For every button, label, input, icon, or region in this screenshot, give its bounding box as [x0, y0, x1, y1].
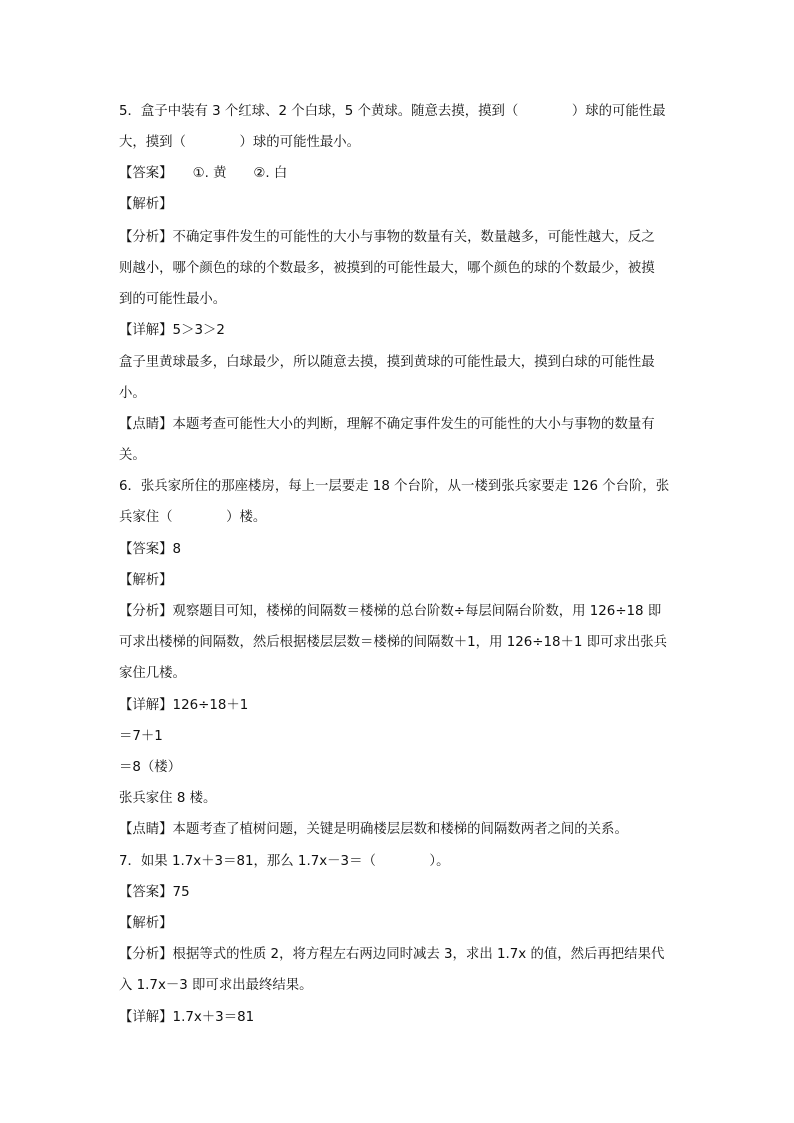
- question-7-analysis-line-1: 【分析】根据等式的性质 2，将方程左右两边同时减去 3，求出 1.7x 的值，然后再把结果代: [119, 947, 665, 962]
- question-6-line-1: 6．张兵家所住的那座楼房，每上一层要走 18 个台阶，从一楼到张兵家要走 126 个台阶，张: [119, 479, 670, 494]
- question-7-answer: 【答案】75: [119, 885, 190, 900]
- question-7-analysis-line-2: 入 1.7x－3 即可求出最终结果。: [119, 978, 313, 993]
- question-6-comment: 【点睛】本题考查了植树问题，关键是明确楼层层数和楼梯的间隔数两者之间的关系。: [119, 822, 628, 837]
- question-7-line-1: 7．如果 1.7x＋3＝81，那么 1.7x－3＝（ ）。: [119, 854, 450, 869]
- question-5-analysis-line-2: 则越小，哪个颜色的球的个数最多，被摸到的可能性最大，哪个颜色的球的个数最少，被摸: [119, 261, 655, 276]
- question-5-line-1: 5．盒子中装有 3 个红球、2 个白球，5 个黄球。随意去摸，摸到（ ）球的可能性最: [119, 104, 666, 119]
- question-6-calc-step-2: ＝8（楼）: [119, 760, 182, 775]
- question-6-conclusion: 张兵家住 8 楼。: [119, 791, 217, 806]
- question-5-analysis-line-3: 到的可能性最小。: [119, 292, 227, 307]
- question-6-calc-step-1: ＝7＋1: [119, 729, 163, 744]
- question-6-detail: 【详解】126÷18＋1: [119, 698, 249, 713]
- question-6-line-2: 兵家住（ ）楼。: [119, 510, 267, 525]
- question-5-detail-line-1: 盒子里黄球最多，白球最少，所以随意去摸，摸到黄球的可能性最大，摸到白球的可能性最: [119, 355, 655, 370]
- question-6-analysis-line-3: 家住几楼。: [119, 666, 186, 681]
- question-6-answer: 【答案】8: [119, 542, 182, 557]
- question-6-analysis-line-2: 可求出楼梯的间隔数，然后根据楼层层数＝楼梯的间隔数＋1，用 126÷18＋1 即可求出张兵: [119, 635, 668, 650]
- question-5-answer: 【答案】 ①. 黄 ②. 白: [119, 166, 288, 181]
- question-5-line-2: 大，摸到（ ）球的可能性最小。: [119, 135, 361, 150]
- question-6-analysis-heading: 【解析】: [119, 573, 173, 588]
- question-5-comment-line-1: 【点睛】本题考查可能性大小的判断，理解不确定事件发生的可能性的大小与事物的数量有: [119, 417, 655, 432]
- question-5-comment-line-2: 关。: [119, 448, 146, 463]
- question-5-detail-line-2: 小。: [119, 386, 146, 401]
- question-5-analysis-line-1: 【分析】不确定事件发生的可能性的大小与事物的数量有关，数量越多，可能性越大，反之: [119, 230, 655, 245]
- question-7-detail: 【详解】1.7x＋3＝81: [119, 1010, 255, 1025]
- question-5-analysis-heading: 【解析】: [119, 197, 173, 212]
- question-7-analysis-heading: 【解析】: [119, 916, 173, 931]
- question-6-analysis-line-1: 【分析】观察题目可知，楼梯的间隔数＝楼梯的总台阶数÷每层间隔台阶数，用 126÷18 即: [119, 604, 662, 619]
- question-5-detail: 【详解】5＞3＞2: [119, 323, 225, 338]
